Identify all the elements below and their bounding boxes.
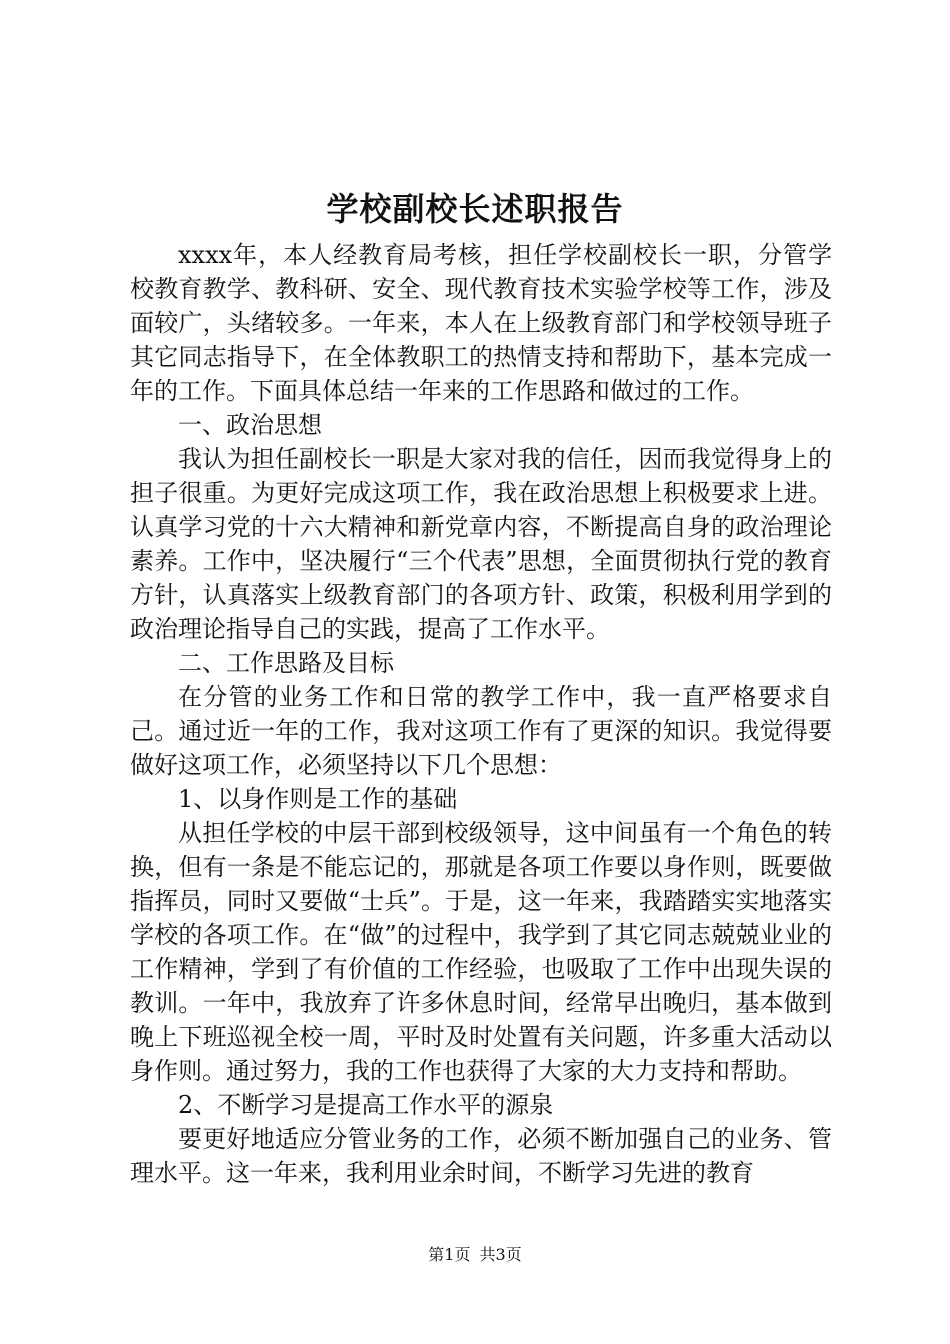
politics-paragraph: 我认为担任副校长一职是大家对我的信任，因而我觉得身上的担子很重。为更好完成这项工作，我在政治思想上积极要求上进。认真学习党的十六大精神和新党章内容，不断提高自身的政治理论素养。工作中，坚决履行“三个代表”思想，全面贯彻执行党的教育方针，认真落实上级教育部门的各项方针、政策，积极利用学到的政治理论指导自己的实践，提高了工作水平。 <box>130 445 832 643</box>
document-body <box>130 238 832 1190</box>
lead-by-example-paragraph: 从担任学校的中层干部到校级领导，这中间虽有一个角色的转换，但有一条是不能忘记的，那就是各项工作要以身作则，既要做指挥员，同时又要做“士兵”。于是，这一年来，我踏踏实实地落实学校的各项工作。在“做”的过程中，我学到了其它同志兢兢业业的工作精神，学到了有价值的工作经验，也吸取了工作中出现失误的教训。一年中，我放弃了许多休息时间，经常早出晚归，基本做到晚上下班巡视全校一周，平时及时处置有关问题，许多重大活动以身作则。通过努力，我的工作也获得了大家的大力支持和帮助。 <box>130 819 832 1085</box>
subheading-continuous-learning: 2、不断学习是提高工作水平的源泉 <box>178 1091 554 1119</box>
document-title: 学校副校长述职报告 <box>326 190 624 228</box>
page-footer <box>0 1242 950 1265</box>
section-heading-work-ideas: 二、工作思路及目标 <box>178 649 394 677</box>
intro-paragraph: xxxx年，本人经教育局考核，担任学校副校长一职，分管学校教育教学、教科研、安全、现代教育技术实验学校等工作，涉及面较广，头绪较多。一年来，本人在上级教育部门和学校领导班子其它同志指导下，在全体教职工的热情支持和帮助下，基本完成一年的工作。下面具体总结一年来的工作思路和做过的工作。 <box>130 241 832 405</box>
page-number: 第1页 <box>428 1245 471 1264</box>
continuous-learning-paragraph: 要更好地适应分管业务的工作，必须不断加强自己的业务、管理水平。这一年来，我利用业余时间，不断学习先进的教育 <box>130 1125 832 1187</box>
section-heading-politics: 一、政治思想 <box>178 411 322 439</box>
subheading-lead-by-example: 1、以身作则是工作的基础 <box>178 785 458 813</box>
work-ideas-paragraph: 在分管的业务工作和日常的教学工作中，我一直严格要求自己。通过近一年的工作，我对这项工作有了更深的知识。我觉得要做好这项工作，必须坚持以下几个思想： <box>130 683 832 779</box>
page-total: 共3页 <box>479 1245 522 1264</box>
